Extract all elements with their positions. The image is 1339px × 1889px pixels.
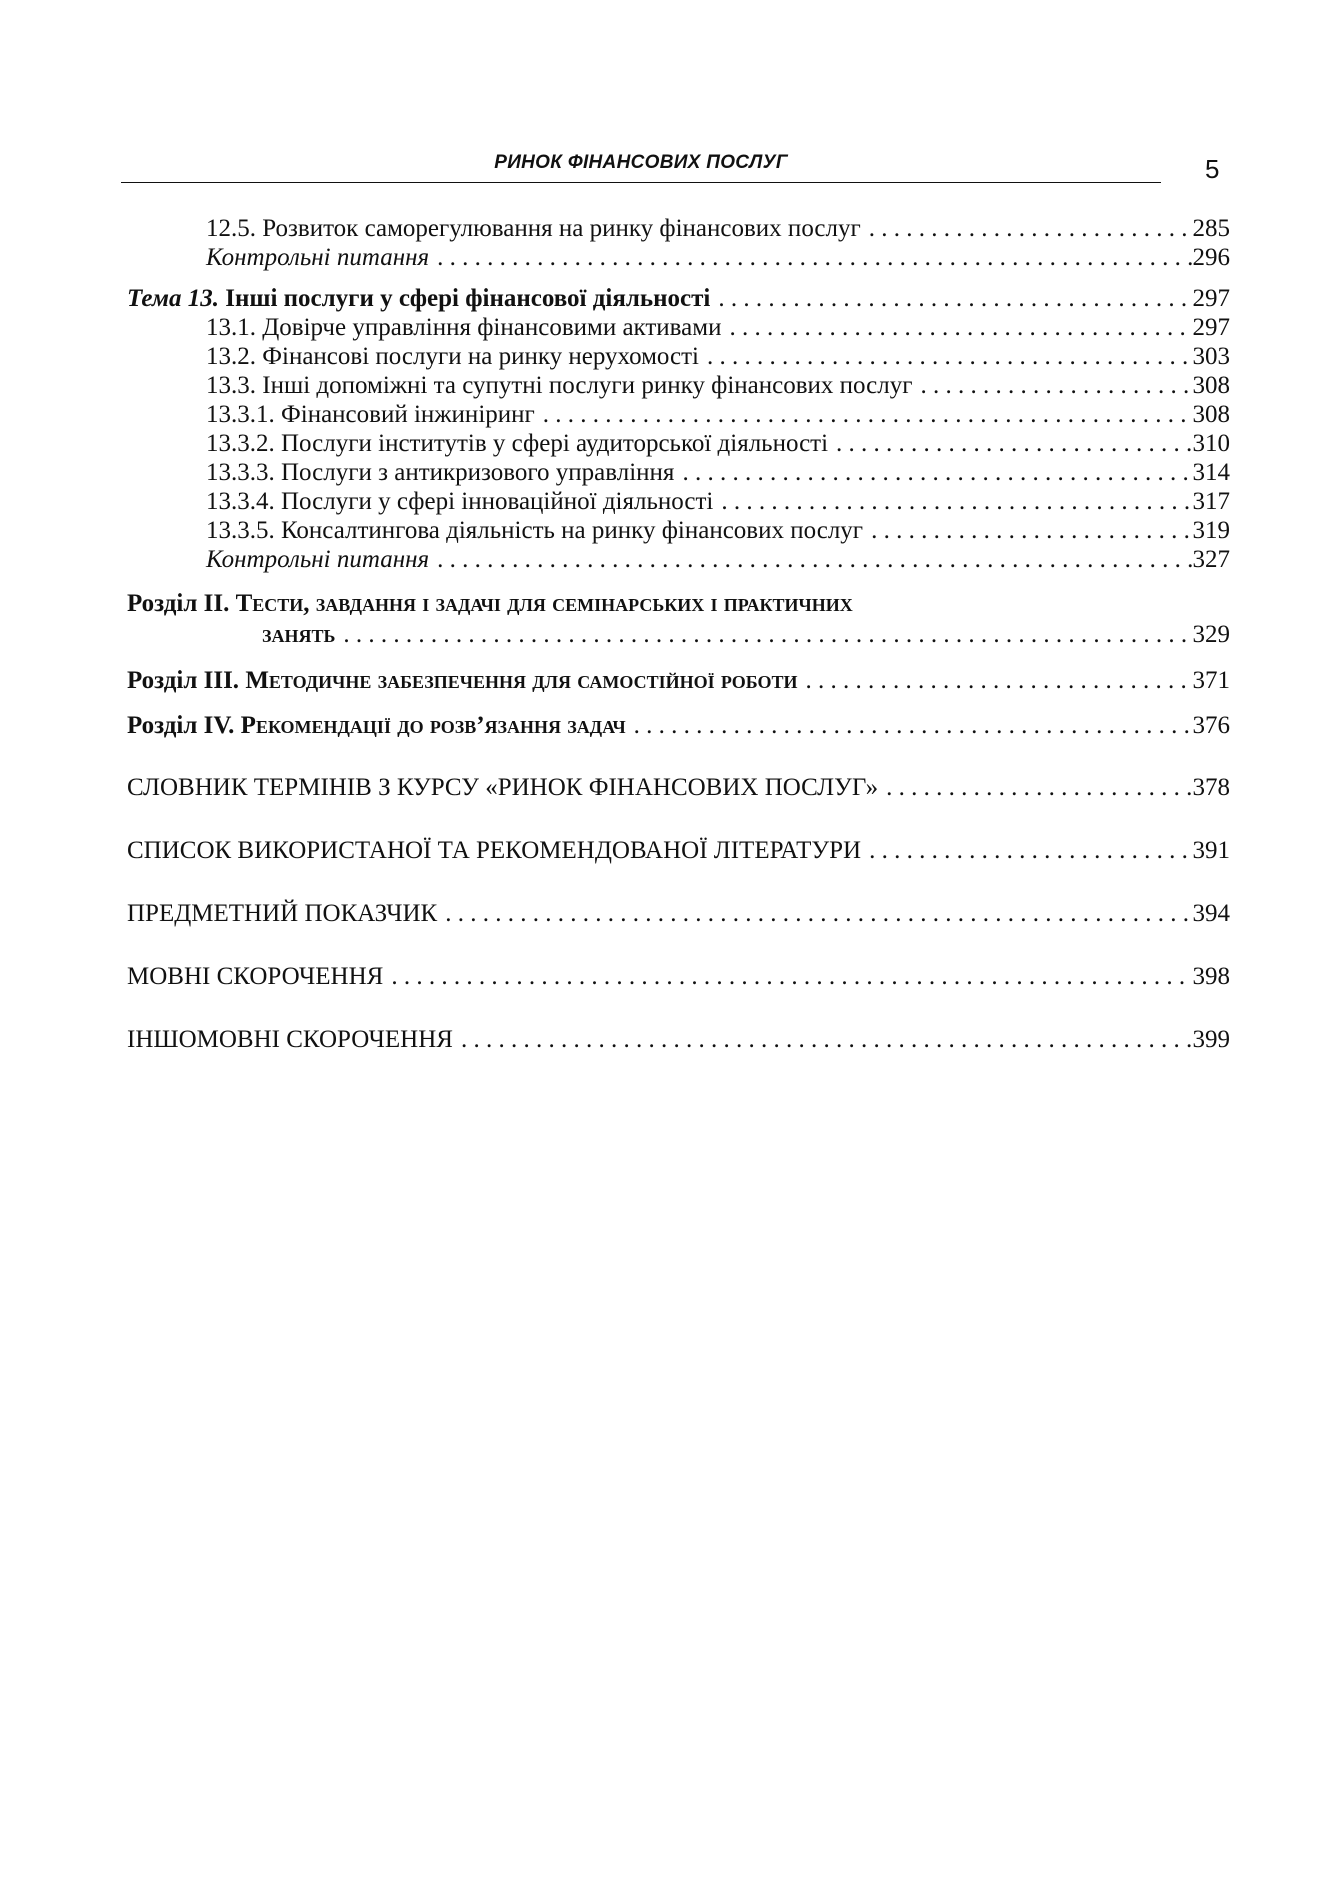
toc-entry[interactable] [127, 516, 1230, 545]
dot-leader [453, 1024, 1193, 1055]
toc-appendix-title: СПИСОК ВИКОРИСТАНОЇ ТА РЕКОМЕНДОВАНОЇ ЛІТЕРАТУРИ [127, 837, 862, 864]
section-number: Розділ ІІ. [127, 590, 230, 617]
toc-section-line2 [127, 619, 1230, 650]
toc-entry[interactable] [127, 313, 1230, 342]
toc-entry-title: 13.3.1. Фінансовий інжиніринг [206, 401, 535, 428]
toc-entry-page: 371 [1192, 667, 1230, 694]
dot-leader [437, 898, 1192, 929]
toc-entry-page: 314 [1192, 459, 1230, 486]
toc-entry[interactable] [127, 400, 1230, 429]
toc-entry-page: 310 [1192, 430, 1230, 457]
dot-leader [861, 214, 1193, 243]
toc-entry-title: 12.5. Розвиток саморегулювання на ринку фінансових послуг [206, 215, 861, 242]
toc-entry-page: 297 [1192, 314, 1230, 341]
toc-entry[interactable] [127, 371, 1230, 400]
toc-entry-page: 319 [1192, 517, 1230, 544]
dot-leader [828, 429, 1192, 458]
toc-appendix-title: ІНШОМОВНІ СКОРОЧЕННЯ [127, 1026, 453, 1053]
toc-entry-title: 13.3.2. Послуги інститутів у сфері аудиторської діяльності [206, 430, 829, 457]
dot-leader [335, 619, 1192, 650]
header-title: РИНОК ФІНАНСОВИХ ПОСЛУГ [494, 152, 788, 173]
dot-leader [535, 400, 1193, 429]
toc-entry-title: 13.2. Фінансові послуги на ринку нерухомості [206, 343, 700, 370]
toc-entry-title: 13.3.4. Послуги у сфері інноваційної діяльності [206, 488, 714, 515]
toc-entry[interactable] [127, 458, 1230, 487]
section-number: Розділ ІІІ. [127, 667, 240, 694]
toc-section-title [127, 588, 1230, 619]
dot-leader [721, 313, 1192, 342]
toc-entry[interactable] [127, 487, 1230, 516]
toc-topic-entry[interactable] [127, 284, 1230, 313]
toc-entry-page: 308 [1192, 401, 1230, 428]
toc-section-title [127, 666, 798, 695]
toc-appendix-entry[interactable] [127, 898, 1230, 929]
toc-entry-title: 13.3.5. Консалтингова діяльність на ринку фінансових послуг [206, 517, 864, 544]
toc-entry-title: Контрольні питання [206, 244, 430, 271]
topic-number: Тема 13. [127, 285, 219, 312]
toc-entry[interactable] [127, 545, 1230, 574]
page-number: 5 [1205, 154, 1220, 184]
toc-entry-page: 297 [1192, 285, 1230, 312]
toc-section-entry[interactable] [127, 588, 1230, 650]
dot-leader [863, 516, 1192, 545]
toc-appendix-title: МОВНІ СКОРОЧЕННЯ [127, 963, 384, 990]
toc-entry-page: 296 [1192, 244, 1230, 271]
topic-name: Інші послуги у сфері фінансової діяльності [225, 285, 711, 312]
dot-leader [713, 487, 1192, 516]
toc-entry-page: 329 [1192, 621, 1230, 648]
section-name: Рекомендації до розв’язання задач [240, 712, 626, 739]
dot-leader [674, 458, 1192, 487]
dot-leader [699, 342, 1192, 371]
dot-leader [861, 835, 1192, 866]
dot-leader [710, 284, 1192, 313]
toc-entry-title: 13.3.3. Послуги з антикризового управління [206, 459, 675, 486]
toc-entry-title: 13.3. Інші допоміжні та супутні послуги ринку фінансових послуг [206, 372, 913, 399]
dot-leader [912, 371, 1192, 400]
toc-entry-title: Контрольні питання [206, 546, 430, 573]
section-name: Тести, завдання і задачі для семінарських і практичних [235, 590, 853, 617]
dot-leader [383, 961, 1192, 992]
toc-entry[interactable] [127, 342, 1230, 371]
dot-leader [429, 243, 1192, 272]
toc-entry-page: 399 [1192, 1026, 1230, 1053]
toc-entry-page: 303 [1192, 343, 1230, 370]
section-name: Методичне забезпечення для самостійної роботи [245, 667, 798, 694]
toc-appendix-entry[interactable] [127, 961, 1230, 992]
dot-leader [429, 545, 1192, 574]
section-name-continued: занять [262, 621, 336, 648]
section-number: Розділ IV. [127, 712, 235, 739]
toc-section-entry[interactable] [127, 666, 1230, 695]
toc-appendix-title: СЛОВНИК ТЕРМІНІВ З КУРСУ «РИНОК ФІНАНСОВИХ ПОСЛУГ» [127, 774, 879, 801]
toc-topic-title [127, 284, 710, 313]
toc-appendix-entry[interactable] [127, 1024, 1230, 1055]
toc-appendix-entry[interactable] [127, 835, 1230, 866]
toc-entry-page: 398 [1192, 963, 1230, 990]
toc-appendix-title: ПРЕДМЕТНИЙ ПОКАЗЧИК [127, 900, 438, 927]
toc-entry-page: 378 [1192, 774, 1230, 801]
dot-leader [798, 666, 1193, 695]
toc-entry[interactable] [127, 429, 1230, 458]
dot-leader [878, 772, 1192, 803]
toc-entry-page: 376 [1192, 712, 1230, 739]
toc-entry-page: 391 [1192, 837, 1230, 864]
toc-section-title [127, 711, 626, 740]
toc-entry[interactable] [127, 214, 1230, 243]
toc-entry-page: 394 [1192, 900, 1230, 927]
toc-appendix-entry[interactable] [127, 772, 1230, 803]
toc-entry-page: 327 [1192, 546, 1230, 573]
table-of-contents [127, 214, 1230, 1055]
toc-entry-page: 317 [1192, 488, 1230, 515]
dot-leader [626, 711, 1193, 740]
toc-entry-title: 13.1. Довірче управління фінансовими активами [206, 314, 722, 341]
toc-section-entry[interactable] [127, 711, 1230, 740]
toc-entry[interactable] [127, 243, 1230, 272]
toc-entry-page: 308 [1192, 372, 1230, 399]
running-header [121, 152, 1161, 183]
toc-entry-page: 285 [1192, 215, 1230, 242]
